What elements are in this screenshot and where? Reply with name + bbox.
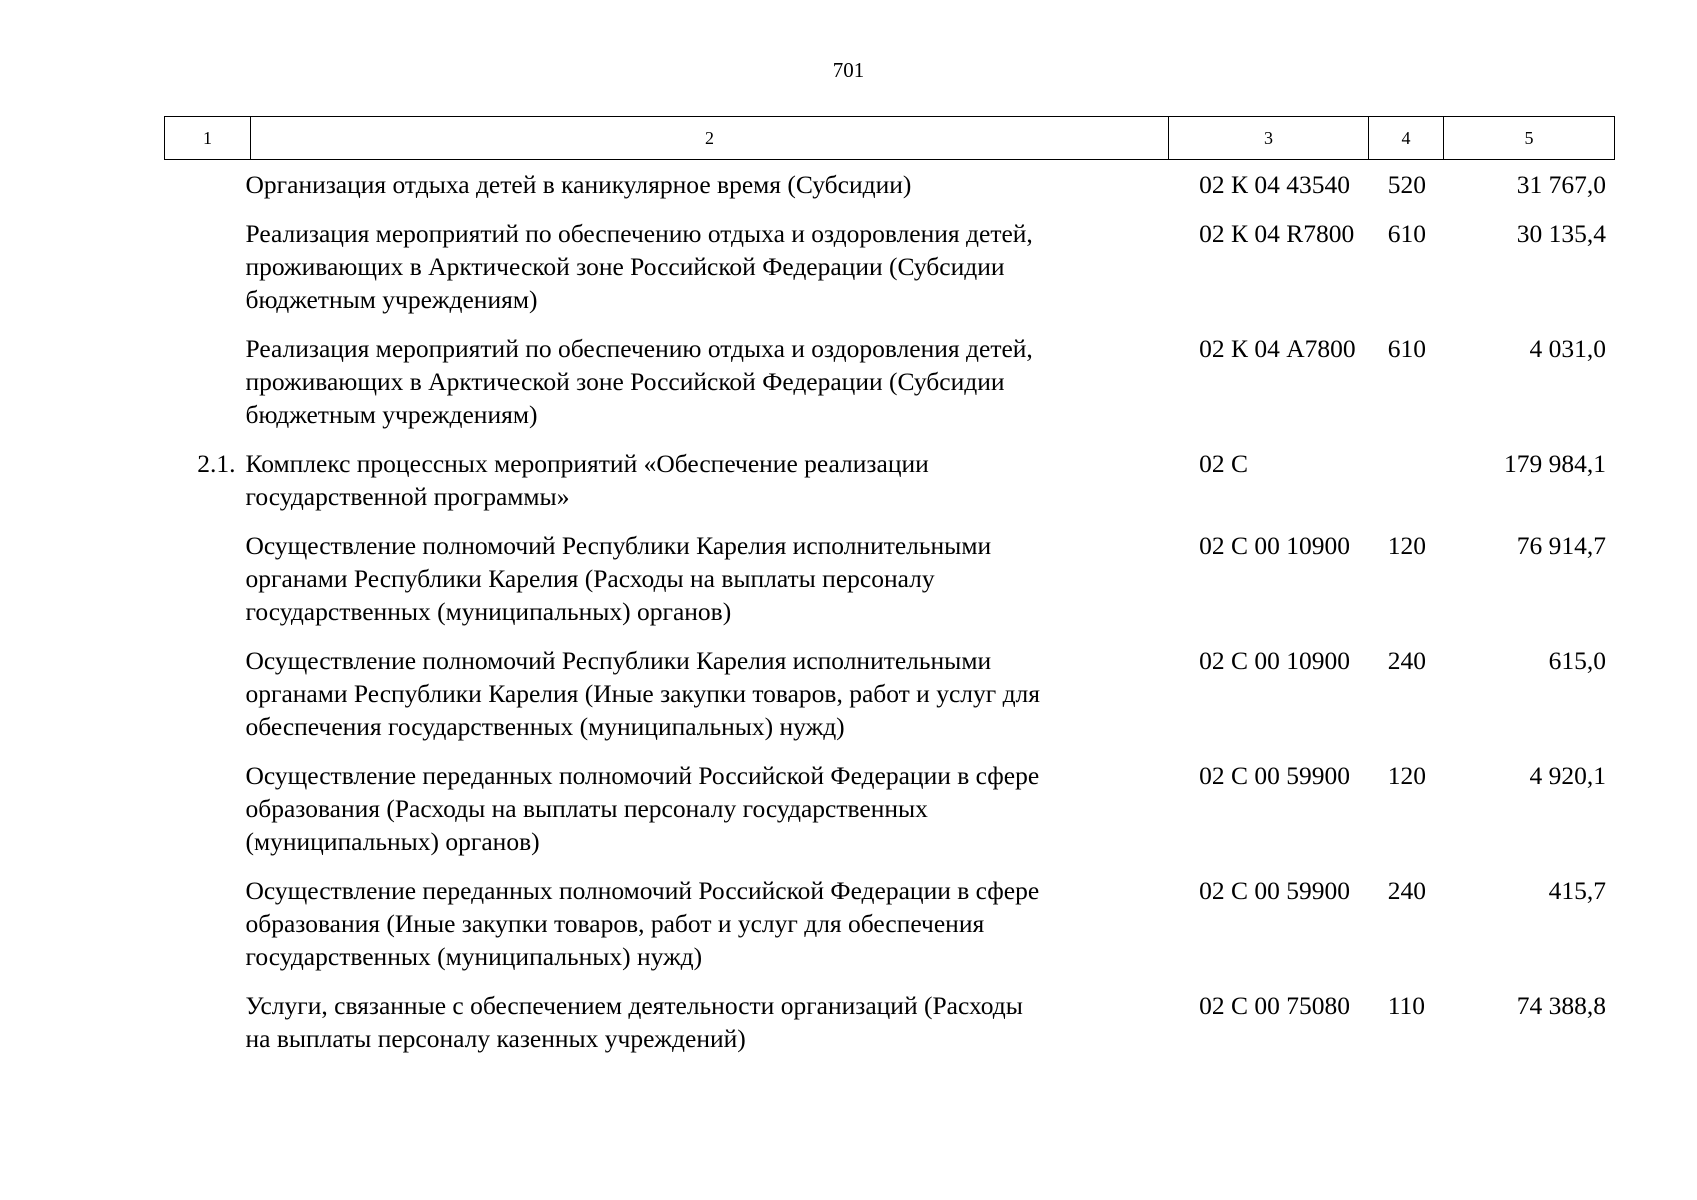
table-row	[164, 332, 1614, 431]
description-line: бюджетным учреждениям)	[245, 400, 538, 429]
row-code: 02 С 00 75080	[1199, 991, 1350, 1020]
row-amount: 179 984,1	[1503, 449, 1606, 478]
row-code: 02 С 00 59900	[1199, 761, 1350, 790]
description-line: Реализация мероприятий по обеспечению отдыха и оздоровления детей,	[245, 219, 1033, 248]
row-code: 02 К 04 А7800	[1199, 334, 1356, 363]
row-code: 02 С	[1199, 449, 1248, 478]
row-expense-type: 110	[1387, 991, 1426, 1020]
table-row	[164, 529, 1614, 628]
row-description	[246, 168, 1192, 201]
row-amount: 76 914,7	[1516, 531, 1606, 560]
row-number: 2.1.	[197, 449, 236, 478]
row-expense-type: 240	[1387, 646, 1426, 675]
description-line: органами Республики Карелия (Иные закупки товаров, работ и услуг для	[245, 679, 1041, 708]
row-expense-type	[1380, 447, 1451, 513]
row-amount: 615,0	[1548, 646, 1606, 675]
row-expense-type: 120	[1387, 531, 1426, 560]
row-amount: 4 920,1	[1529, 761, 1606, 790]
row-number	[164, 529, 246, 628]
table-row	[164, 759, 1614, 858]
row-description	[246, 217, 1192, 316]
row-number	[164, 217, 246, 316]
row-description	[246, 759, 1192, 858]
description-line: Осуществление переданных полномочий Российской Федерации в сфере	[245, 876, 1040, 905]
description-line: (муниципальных) органов)	[245, 827, 540, 856]
row-amount: 4 031,0	[1529, 334, 1606, 363]
row-number	[164, 644, 246, 743]
row-expense-type: 610	[1387, 219, 1426, 248]
description-line: образования (Иные закупки товаров, работ и услуг для обеспечения	[245, 909, 985, 938]
description-line: образования (Расходы на выплаты персоналу государственных	[245, 794, 928, 823]
row-description	[246, 644, 1192, 743]
row-number	[164, 874, 246, 973]
column-header-4: 4	[1369, 117, 1444, 160]
row-code: 02 С 00 10900	[1199, 531, 1350, 560]
table-row	[164, 168, 1614, 201]
description-line: Реализация мероприятий по обеспечению отдыха и оздоровления детей,	[245, 334, 1033, 363]
description-line: Комплекс процессных мероприятий «Обеспечение реализации	[245, 449, 929, 478]
description-line: проживающих в Арктической зоне Российской Федерации (Субсидии	[245, 367, 1005, 396]
column-header-table	[164, 116, 1615, 160]
table-row	[164, 989, 1614, 1055]
description-line: бюджетным учреждениям)	[245, 285, 538, 314]
row-code: 02 К 04 43540	[1199, 170, 1350, 199]
row-expense-type: 610	[1387, 334, 1426, 363]
row-amount: 30 135,4	[1516, 219, 1606, 248]
table-row	[164, 447, 1614, 513]
row-number	[164, 168, 246, 201]
row-code: 02 С 00 10900	[1199, 646, 1350, 675]
table-row	[164, 217, 1614, 316]
description-line: Осуществление полномочий Республики Карелия исполнительными	[245, 531, 992, 560]
row-number	[164, 332, 246, 431]
description-line: государственных (муниципальных) органов)	[245, 597, 732, 626]
description-line: государственной программы»	[245, 482, 570, 511]
row-amount: 31 767,0	[1516, 170, 1606, 199]
row-expense-type: 120	[1387, 761, 1426, 790]
row-expense-type: 240	[1387, 876, 1426, 905]
row-expense-type: 520	[1387, 170, 1426, 199]
row-description	[246, 989, 1192, 1055]
column-header-3: 3	[1169, 117, 1369, 160]
table-row	[164, 644, 1614, 743]
description-line: Организация отдыха детей в каникулярное время (Субсидии)	[245, 170, 912, 199]
description-line: обеспечения государственных (муниципальных) нужд)	[245, 712, 845, 741]
row-number	[164, 759, 246, 858]
column-header-5: 5	[1444, 117, 1615, 160]
row-amount: 74 388,8	[1516, 991, 1606, 1020]
row-description	[246, 447, 1192, 513]
column-header-2: 2	[251, 117, 1169, 160]
row-description	[246, 874, 1192, 973]
description-line: Осуществление переданных полномочий Российской Федерации в сфере	[245, 761, 1040, 790]
description-line: государственных (муниципальных) нужд)	[245, 942, 703, 971]
row-code: 02 К 04 R7800	[1199, 219, 1355, 248]
description-line: органами Республики Карелия (Расходы на выплаты персоналу	[245, 564, 935, 593]
row-description	[246, 529, 1192, 628]
description-line: Осуществление полномочий Республики Карелия исполнительными	[245, 646, 992, 675]
page-number: 701	[832, 58, 865, 82]
column-header-row	[165, 117, 1615, 160]
row-number	[164, 989, 246, 1055]
description-line: проживающих в Арктической зоне Российской Федерации (Субсидии	[245, 252, 1005, 281]
budget-table-body	[164, 168, 1614, 1071]
row-amount: 415,7	[1548, 876, 1606, 905]
description-line: на выплаты персоналу казенных учреждений)	[245, 1024, 746, 1053]
description-line: Услуги, связанные с обеспечением деятельности организаций (Расходы	[245, 991, 1023, 1020]
row-code: 02 С 00 59900	[1199, 876, 1350, 905]
row-description	[246, 332, 1192, 431]
table-row	[164, 874, 1614, 973]
column-header-1: 1	[165, 117, 251, 160]
